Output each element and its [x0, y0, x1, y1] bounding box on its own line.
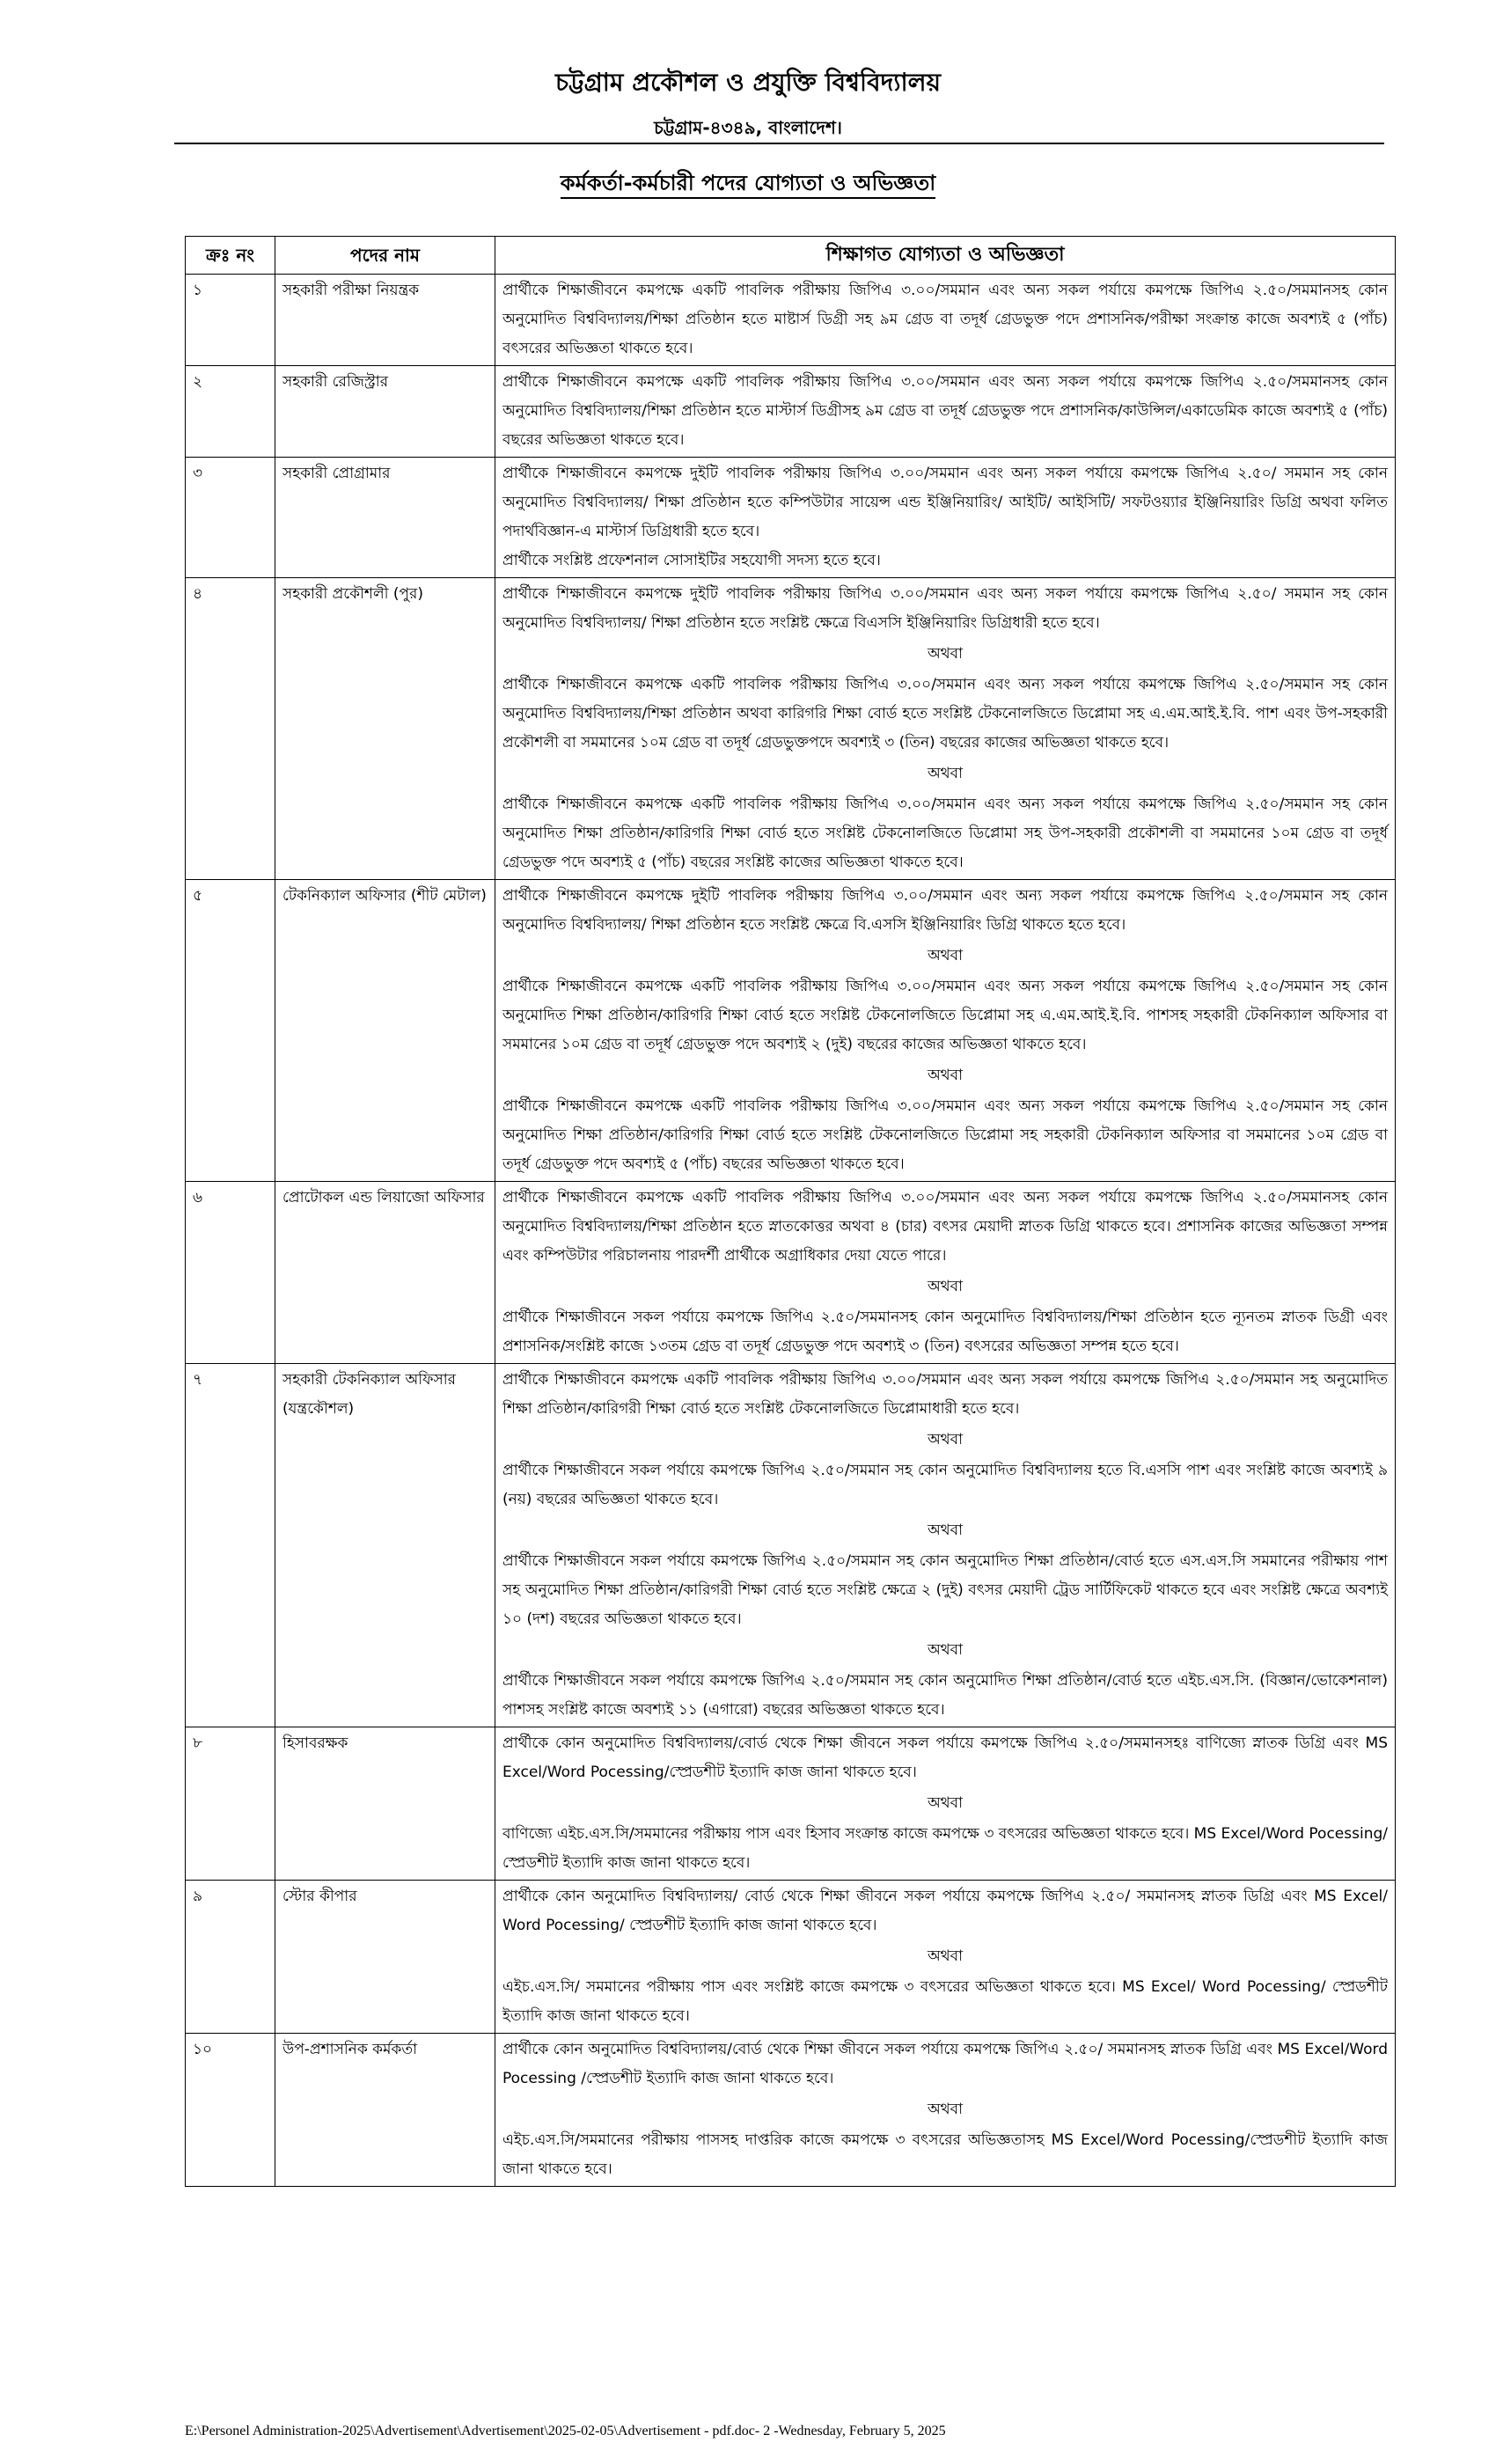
- row-post: উপ-প্রশাসনিক কর্মকর্তা: [275, 2034, 495, 2187]
- or-separator: অথবা: [927, 1431, 964, 1448]
- qualification-paragraph: প্রার্থীকে শিক্ষাজীবনে কমপক্ষে একটি পাবলিক পরীক্ষায় জিপিএ ৩.০০/সমমান এবং অন্য সকল পর্যায়ে কমপক্ষে জিপিএ ২.৫০/সমমানসহ কোন অনুমোদিত বিশ্ববিদ্যালয়/শিক্ষা প্রতিষ্ঠান হতে স্নাতকোত্তর অথবা ৪ (চার) বৎসর মেয়াদী স্নাতক ডিগ্রি থাকতে হবে। প্রশাসনিক কাজের অভিজ্ঞতা সম্পন্ন এবং কম্পিউটার পরিচালনায় পারদর্শী প্রার্থীকে অগ্রাধিকার দেয়া যেতে পারে।: [502, 1189, 1388, 1265]
- row-serial: ৪: [186, 578, 275, 880]
- row-post: স্টোর কীপার: [275, 1881, 495, 2034]
- table-row: [186, 458, 1396, 578]
- row-qualification: [495, 578, 1396, 880]
- document-header: [0, 63, 1496, 144]
- university-name: চট্টগ্রাম প্রকৌশল ও প্রযুক্তি বিশ্ববিদ্যালয়: [555, 68, 941, 97]
- header-post: পদের নাম: [275, 237, 495, 275]
- or-separator: অথবা: [927, 1278, 964, 1295]
- qualification-paragraph: প্রার্থীকে সংশ্লিষ্ট প্রফেশনাল সোসাইটির সহযোগী সদস্য হতে হবে।: [502, 552, 881, 569]
- qualification-paragraph: প্রার্থীকে শিক্ষাজীবনে কমপক্ষে একটি পাবলিক পরীক্ষায় জিপিএ ৩.০০/সমমান এবং অন্য সকল পর্যায়ে কমপক্ষে জিপিএ ২.৫০/সমমান সহ অনুমোদিত শিক্ষা প্রতিষ্ঠান/কারিগরী শিক্ষা বোর্ড হতে সংশ্লিষ্ট টেকনোলজিতে ডিপ্লোমাধারী হতে হবে।: [502, 1371, 1388, 1418]
- or-separator: অথবা: [927, 765, 964, 782]
- row-serial: ১: [186, 275, 275, 366]
- header-serial: ক্রঃ নং: [186, 237, 275, 275]
- row-post: সহকারী প্রোগ্রামার: [275, 458, 495, 578]
- document-title-text: কর্মকর্তা-কর্মচারী পদের যোগ্যতা ও অভিজ্ঞতা: [561, 171, 935, 199]
- qualification-paragraph: প্রার্থীকে শিক্ষাজীবনে কমপক্ষে একটি পাবলিক পরীক্ষায় জিপিএ ৩.০০/সমমান এবং অন্য সকল পর্যায়ে কমপক্ষে জিপিএ ২.৫০/সমমান সহ কোন অনুমোদিত শিক্ষা প্রতিষ্ঠান/কারিগরি শিক্ষা বোর্ড হতে সংশ্লিষ্ট টেকনোলজিতে ডিপ্লোমা সহ এ.এম.আই.ই.বি. পাশসহ সহকারী টেকনিক্যাল অফিসার বা সমমানের ১০ম গ্রেড বা তদূর্ধ গ্রেডভুক্ত পদে অবশ্যই ২ (দুই) বছরের কাজের অভিজ্ঞতা থাকতে হবে।: [502, 978, 1388, 1053]
- qualification-paragraph: প্রার্থীকে শিক্ষাজীবনে কমপক্ষে দুইটি পাবলিক পরীক্ষায় জিপিএ ৩.০০/সমমান এবং অন্য সকল পর্যায়ে কমপক্ষে জিপিএ ২.৫০/ সমমান সহ কোন অনুমোদিত বিশ্ববিদ্যালয়/ শিক্ষা প্রতিষ্ঠান হতে কম্পিউটার সায়েন্স এন্ড ইঞ্জিনিয়ারিং/ আইটি/ আইসিটি/ সফটওয়্যার ইঞ্জিনিয়ারিং ডিগ্রি অথবা ফলিত পদার্থবিজ্ঞান-এ মাস্টার্স ডিগ্রিধারী হতে হবে।: [502, 465, 1388, 540]
- row-post: সহকারী রেজিস্ট্রার: [275, 366, 495, 458]
- qualification-paragraph: প্রার্থীকে কোন অনুমোদিত বিশ্ববিদ্যালয়/ বোর্ড থেকে শিক্ষা জীবনে সকল পর্যায়ে কমপক্ষে জিপিএ ২.৫০/ সমমানসহ স্নাতক ডিগ্রি এবং MS Excel/ Word Pocessing/ স্প্রেডশীট ইত্যাদি কাজ জানা থাকতে হবে।: [502, 1888, 1388, 1934]
- qualification-paragraph: প্রার্থীকে কোন অনুমোদিত বিশ্ববিদ্যালয়/বোর্ড থেকে শিক্ষা জীবনে সকল পর্যায়ে কমপক্ষে জিপিএ ২.৫০/সমমানসহঃ বাণিজ্যে স্নাতক ডিগ্রি এবং MS Excel/Word Pocessing/স্প্রেডশীট ইত্যাদি কাজ জানা থাকতে হবে।: [502, 1734, 1388, 1781]
- row-post: সহকারী প্রকৌশলী (পুর): [275, 578, 495, 880]
- table-row: [186, 1182, 1396, 1364]
- qualification-paragraph: প্রার্থীকে শিক্ষাজীবনে কমপক্ষে একটি পাবলিক পরীক্ষায় জিপিএ ৩.০০/সমমান এবং অন্য সকল পর্যায়ে কমপক্ষে জিপিএ ২.৫০/সমমান সহ কোন অনুমোদিত শিক্ষা প্রতিষ্ঠান/কারিগরি শিক্ষা বোর্ড হতে সংশ্লিষ্ট টেকনোলজিতে ডিপ্লোমা সহ সহকারী টেকনিক্যাল অফিসার বা সমমানের ১০ম গ্রেড বা তদূর্ধ গ্রেডভুক্ত পদে অবশ্যই ৫ (পাঁচ) বছরের অভিজ্ঞতা থাকতে হবে।: [502, 1097, 1388, 1173]
- row-post: সহকারী পরীক্ষা নিয়ন্ত্রক: [275, 275, 495, 366]
- qualification-paragraph: প্রার্থীকে শিক্ষাজীবনে কমপক্ষে একটি পাবলিক পরীক্ষায় জিপিএ ৩.০০/সমমান এবং অন্য সকল পর্যায়ে কমপক্ষে জিপিএ ২.৫০/সমমান সহ কোন অনুমোদিত শিক্ষা প্রতিষ্ঠান/কারিগরি শিক্ষা বোর্ড হতে সংশ্লিষ্ট টেকনোলজিতে ডিপ্লোমা সহ উপ-সহকারী প্রকৌশলী বা সমমানের ১০ম গ্রেড বা তদূর্ধ গ্রেডভুক্ত পদে অবশ্যই ৫ (পাঁচ) বছরের সংশ্লিষ্ট কাজের অভিজ্ঞতা থাকতে হবে।: [502, 796, 1388, 871]
- row-serial: ২: [186, 366, 275, 458]
- qualification-paragraph: এইচ.এস.সি/সমমানের পরীক্ষায় পাসসহ দাপ্তরিক কাজে কমপক্ষে ৩ বৎসরের অভিজ্ঞতাসহ MS Excel/Word Pocessing/স্প্রেডশীট ইত্যাদি কাজ জানা থাকতে হবে।: [502, 2131, 1388, 2178]
- table-header-row: [186, 237, 1396, 275]
- row-qualification: [495, 1881, 1396, 2034]
- or-separator: অথবা: [927, 1794, 964, 1812]
- table-row: [186, 2034, 1396, 2187]
- qualification-paragraph: প্রার্থীকে শিক্ষাজীবনে কমপক্ষে দুইটি পাবলিক পরীক্ষায় জিপিএ ৩.০০/সমমান এবং অন্য সকল পর্যায়ে কমপক্ষে জিপিএ ২.৫০/ সমমান সহ কোন অনুমোদিত বিশ্ববিদ্যালয়/ শিক্ষা প্রতিষ্ঠান হতে সংশ্লিষ্ট ক্ষেত্রে বিএসসি ইঞ্জিনিয়ারিং ডিগ্রিধারী হতে হবে।: [502, 585, 1388, 632]
- header-divider: [174, 143, 1384, 144]
- qualification-paragraph: প্রার্থীকে শিক্ষাজীবনে কমপক্ষে একটি পাবলিক পরীক্ষায় জিপিএ ৩.০০/সমমান এবং অন্য সকল পর্যায়ে কমপক্ষে জিপিএ ২.৫০/সমমানসহ কোন অনুমোদিত বিশ্ববিদ্যালয়/শিক্ষা প্রতিষ্ঠান হতে মাষ্টার্স ডিগ্রী সহ ৯ম গ্রেড বা তদূর্ধ গ্রেডভুক্ত পদে প্রশাসনিক/পরীক্ষা সংক্রান্ত কাজে অবশ্যই ৫ (পাঁচ) বৎসরের অভিজ্ঞতা থাকতে হবে।: [502, 282, 1388, 357]
- row-serial: ১০: [186, 2034, 275, 2187]
- row-serial: ৩: [186, 458, 275, 578]
- row-qualification: [495, 366, 1396, 458]
- qualification-paragraph: প্রার্থীকে শিক্ষাজীবনে সকল পর্যায়ে কমপক্ষে জিপিএ ২.৫০/সমমানসহ কোন অনুমোদিত বিশ্ববিদ্যালয়/শিক্ষা প্রতিষ্ঠান হতে ন্যূনতম স্নাতক ডিগ্রী এবং প্রশাসনিক/সংশ্লিষ্ট কাজে ১৩তম গ্রেড বা তদূর্ধ গ্রেডভুক্ত পদে অবশ্যই ৩ (তিন) বৎসরের অভিজ্ঞতা সম্পন্ন হতে হবে।: [502, 1309, 1388, 1355]
- table-row: [186, 1727, 1396, 1881]
- row-qualification: [495, 2034, 1396, 2187]
- or-separator: অথবা: [927, 1067, 964, 1084]
- table-row: [186, 578, 1396, 880]
- row-qualification: [495, 275, 1396, 366]
- row-qualification: [495, 1727, 1396, 1881]
- row-qualification: [495, 458, 1396, 578]
- qualification-table: [185, 236, 1396, 2187]
- header-qualification: শিক্ষাগত যোগ্যতা ও অভিজ্ঞতা: [495, 237, 1396, 275]
- or-separator: অথবা: [927, 2101, 964, 2118]
- or-separator: অথবা: [927, 1947, 964, 1965]
- table-row: [186, 275, 1396, 366]
- row-serial: ৮: [186, 1727, 275, 1881]
- qualification-paragraph: প্রার্থীকে শিক্ষাজীবনে কমপক্ষে দুইটি পাবলিক পরীক্ষায় জিপিএ ৩.০০/সমমান এবং অন্য সকল পর্যায়ে কমপক্ষে জিপিএ ২.৫০/সমমান সহ কোন অনুমোদিত বিশ্ববিদ্যালয়/ শিক্ষা প্রতিষ্ঠান হতে সংশ্লিষ্ট ক্ষেত্রে বি.এসসি ইঞ্জিনিয়ারিং ডিগ্রি থাকতে হতে হবে।: [502, 887, 1388, 934]
- row-qualification: [495, 1364, 1396, 1727]
- or-separator: অথবা: [927, 1641, 964, 1659]
- qualification-paragraph: প্রার্থীকে শিক্ষাজীবনে সকল পর্যায়ে কমপক্ষে জিপিএ ২.৫০/সমমান সহ কোন অনুমোদিত বিশ্ববিদ্যালয় হতে বি.এসসি পাশ এবং সংশ্লিষ্ট কাজে অবশ্যই ৯ (নয়) বছরের অভিজ্ঞতা থাকতে হবে।: [502, 1462, 1388, 1508]
- row-serial: ৭: [186, 1364, 275, 1727]
- table-row: [186, 1881, 1396, 2034]
- row-serial: ৬: [186, 1182, 275, 1364]
- qualification-paragraph: প্রার্থীকে কোন অনুমোদিত বিশ্ববিদ্যালয়/বোর্ড থেকে শিক্ষা জীবনে সকল পর্যায়ে কমপক্ষে জিপিএ ২.৫০/ সমমানসহ স্নাতক ডিগ্রি এবং MS Excel/Word Pocessing /স্প্রেডশীট ইত্যাদি কাজ জানা থাকতে হবে।: [502, 2041, 1388, 2087]
- qualification-paragraph: প্রার্থীকে শিক্ষাজীবনে কমপক্ষে একটি পাবলিক পরীক্ষায় জিপিএ ৩.০০/সমমান এবং অন্য সকল পর্যায়ে কমপক্ষে জিপিএ ২.৫০/সমমান সহ কোন অনুমোদিত বিশ্ববিদ্যালয়/শিক্ষা প্রতিষ্ঠান অথবা কারিগরি শিক্ষা বোর্ড হতে সংশ্লিষ্ট টেকনোলজিতে ডিপ্লোমা সহ এ.এম.আই.ই.বি. পাশ এবং উপ-সহকারী প্রকৌশলী বা সমমানের ১০ম গ্রেড বা তদূর্ধ গ্রেডভুক্তপদে অবশ্যই ৩ (তিন) বছরের কাজের অভিজ্ঞতা থাকতে হবে।: [502, 676, 1388, 752]
- table-row: [186, 366, 1396, 458]
- table-row: [186, 880, 1396, 1182]
- document-title: [0, 167, 1496, 202]
- row-post: প্রোটোকল এন্ড লিয়াজো অফিসার: [275, 1182, 495, 1364]
- qualification-paragraph: প্রার্থীকে শিক্ষাজীবনে কমপক্ষে একটি পাবলিক পরীক্ষায় জিপিএ ৩.০০/সমমান এবং অন্য সকল পর্যায়ে কমপক্ষে জিপিএ ২.৫০/সমমানসহ কোন অনুমোদিত বিশ্ববিদ্যালয়/শিক্ষা প্রতিষ্ঠান হতে মাস্টার্স ডিগ্রীসহ ৯ম গ্রেড বা তদূর্ধ গ্রেডভুক্ত পদে প্রশাসনিক/কাউন্সিল/একাডেমিক কাজে অবশ্যই ৫ (পাঁচ) বছরের অভিজ্ঞতা থাকতে হবে।: [502, 373, 1388, 449]
- row-post: টেকনিক্যাল অফিসার (শীট মেটাল): [275, 880, 495, 1182]
- or-separator: অথবা: [927, 947, 964, 964]
- university-address: চট্টগ্রাম-৪৩৪৯, বাংলাদেশ।: [654, 117, 842, 138]
- row-post: সহকারী টেকনিক্যাল অফিসার (যন্ত্রকৌশল): [275, 1364, 495, 1727]
- or-separator: অথবা: [927, 645, 964, 663]
- qualification-paragraph: প্রার্থীকে শিক্ষাজীবনে সকল পর্যায়ে কমপক্ষে জিপিএ ২.৫০/সমমান সহ কোন অনুমোদিত শিক্ষা প্রতিষ্ঠান/বোর্ড হতে এস.এস.সি সমমানের পরীক্ষায় পাশ সহ অনুমোদিত শিক্ষা প্রতিষ্ঠান/কারিগরী শিক্ষা বোর্ড হতে সংশ্লিষ্ট ক্ষেত্রে ২ (দুই) বৎসর মেয়াদী ট্রেড সার্টিফিকেট থাকতে হবে এবং সংশ্লিষ্ট ক্ষেত্রে অবশ্যই ১০ (দশ) বছরের অভিজ্ঞতা থাকতে হবে।: [502, 1552, 1388, 1628]
- row-serial: ৫: [186, 880, 275, 1182]
- row-qualification: [495, 1182, 1396, 1364]
- row-qualification: [495, 880, 1396, 1182]
- footer-file-path: E:\Personel Administration-2025\Advertisement\Advertisement\2025-02-05\Advertisement - pdf.doc- 2 -Wednesday, February 5, 2025: [185, 2424, 946, 2438]
- row-post: হিসাবরক্ষক: [275, 1727, 495, 1881]
- row-serial: ৯: [186, 1881, 275, 2034]
- qualification-paragraph: এইচ.এস.সি/ সমমানের পরীক্ষায় পাস এবং সংশ্লিষ্ট কাজে কমপক্ষে ৩ বৎসরের অভিজ্ঞতা থাকতে হবে। MS Excel/ Word Pocessing/ স্প্রেডশীট ইত্যাদি কাজ জানা থাকতে হবে।: [502, 1978, 1388, 2025]
- qualification-paragraph: প্রার্থীকে শিক্ষাজীবনে সকল পর্যায়ে কমপক্ষে জিপিএ ২.৫০/সমমান সহ কোন অনুমোদিত শিক্ষা প্রতিষ্ঠান/বোর্ড হতে এইচ.এস.সি. (বিজ্ঞান/ভোকেশনাল) পাশসহ সংশ্লিষ্ট কাজে অবশ্যই ১১ (এগারো) বছরের অভিজ্ঞতা থাকতে হবে।: [502, 1672, 1388, 1719]
- qualification-paragraph: বাণিজ্যে এইচ.এস.সি/সমমানের পরীক্ষায় পাস এবং হিসাব সংক্রান্ত কাজে কমপক্ষে ৩ বৎসরের অভিজ্ঞতা থাকতে হবে। MS Excel/Word Pocessing/স্প্রেডশীট ইত্যাদি কাজ জানা থাকতে হবে।: [502, 1825, 1388, 1872]
- table-row: [186, 1364, 1396, 1727]
- or-separator: অথবা: [927, 1522, 964, 1539]
